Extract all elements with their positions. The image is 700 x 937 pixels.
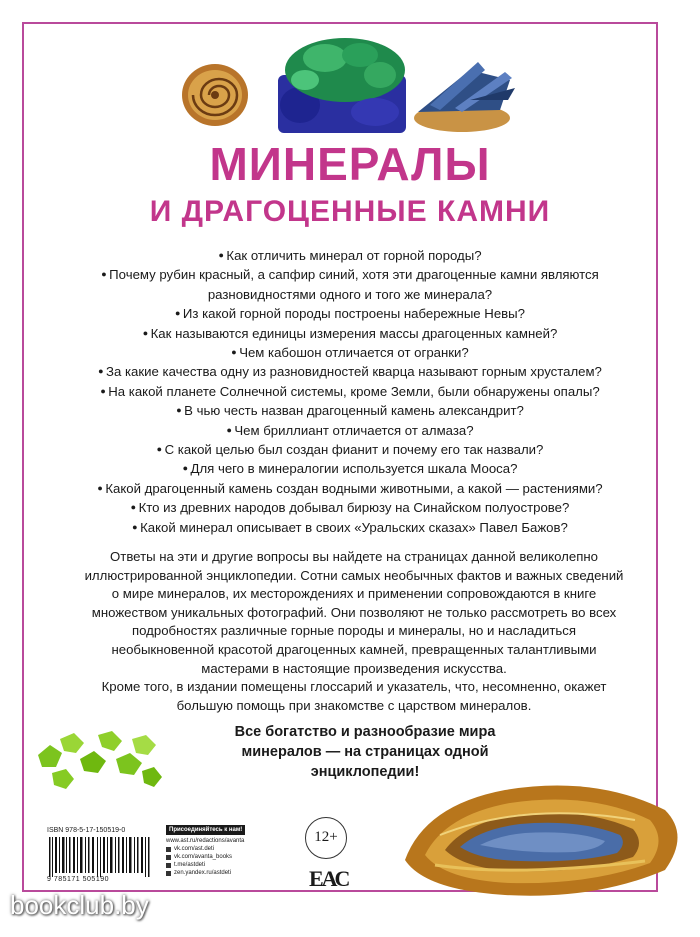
list-item: ● Чем бриллиант отличается от алмаза? bbox=[60, 421, 640, 440]
link-item[interactable]: zen.yandex.ru/astdeti bbox=[174, 870, 232, 876]
hero-minerals-illustration bbox=[0, 0, 700, 150]
list-item: ● На какой планете Солнечной системы, кроме Земли, были обнаружены опалы? bbox=[60, 382, 640, 401]
list-item: ● С какой целью был создан фианит и почему его так назвали? bbox=[60, 440, 640, 459]
title-line-2: И ДРАГОЦЕННЫЕ КАМНИ bbox=[149, 195, 551, 228]
list-item: ● Из какой горной породы построены набережные Невы? bbox=[60, 304, 640, 323]
age-rating-badge: 12+ bbox=[305, 817, 347, 859]
vk-icon bbox=[166, 847, 171, 852]
zen-icon bbox=[166, 871, 171, 876]
list-item: ● Какой драгоценный камень создан водными животными, а какой — растениями? bbox=[60, 479, 640, 498]
eac-mark: ЕАС bbox=[309, 866, 349, 891]
list-item: ● Для чего в минералогии используется шкала Мооса? bbox=[60, 459, 640, 478]
title-line-1: МИНЕРАЛЫ bbox=[209, 138, 491, 190]
social-links bbox=[166, 825, 296, 877]
link-item[interactable]: www.ast.ru/redactions/avanta bbox=[166, 838, 245, 844]
list-item: ● Какой минерал описывает в своих «Уральских сказах» Павел Бажов? bbox=[60, 518, 640, 537]
list-item: ● Как называются единицы измерения массы драгоценных камней? bbox=[60, 324, 640, 343]
agate-image bbox=[395, 765, 685, 905]
isbn-text: ISBN 978-5-17-150519-0 bbox=[47, 827, 126, 834]
intro-paragraph-1: Ответы на эти и другие вопросы вы найдете на страницах данной великолепно иллюстрированной энциклопедии. Сотни самых необычных фактов и важных сведений о мире минералов, их месторождениях и применении сопровождаются в книге множеством уникальных фотографий. Они позволяют не только рассмотреть во всех подробностях различные горные породы и минералы, но и насладиться необыкновенной красотой драгоценных камней, превращенных талантливыми мастерами в настоящие произведения искусства. bbox=[84, 549, 624, 676]
telegram-icon bbox=[166, 863, 171, 868]
intro-paragraph-2: Кроме того, в издании помещены глоссарий и указатель, что, несомненно, окажет большую помощь при знакомстве с царством минералов. bbox=[101, 679, 607, 713]
link-item[interactable]: vk.com/avanta_books bbox=[174, 854, 233, 860]
intro-text bbox=[84, 548, 624, 715]
ammonite-image bbox=[182, 64, 248, 126]
list-item: ● Как отличить минерал от горной породы? bbox=[60, 246, 640, 265]
tagline: Все богатство и разнообразие мира минералов — на страницах одной энциклопедии! bbox=[234, 724, 496, 780]
link-item[interactable]: vk.com/ast.deti bbox=[174, 846, 215, 852]
question-list bbox=[60, 246, 640, 537]
barcode-number: 9 785171 505190 bbox=[47, 876, 109, 883]
social-heading: Присоединяйтесь к нам! bbox=[166, 825, 245, 835]
green-crystals-image bbox=[28, 725, 168, 795]
malachite-azurite-image bbox=[278, 38, 406, 133]
link-item[interactable]: t.me/astdeti bbox=[174, 862, 206, 868]
list-item: ● Кто из древних народов добывал бирюзу на Синайском полуострове? bbox=[60, 498, 640, 517]
list-item: ● Почему рубин красный, а сапфир синий, хотя эти драгоценные камни являются разновидностями одного и того же минерала? bbox=[60, 265, 640, 304]
list-item: ● В чью честь назван драгоценный камень александрит? bbox=[60, 401, 640, 420]
barcode-image bbox=[47, 837, 155, 877]
watermark: bookclub.by bbox=[10, 890, 149, 920]
blue-crystal-cluster-image bbox=[414, 62, 515, 132]
list-item: ● Чем кабошон отличается от огранки? bbox=[60, 343, 640, 362]
list-item: ● За какие качества одну из разновидностей кварца называют горным хрусталем? bbox=[60, 362, 640, 381]
book-title bbox=[0, 138, 700, 230]
vk-icon bbox=[166, 855, 171, 860]
